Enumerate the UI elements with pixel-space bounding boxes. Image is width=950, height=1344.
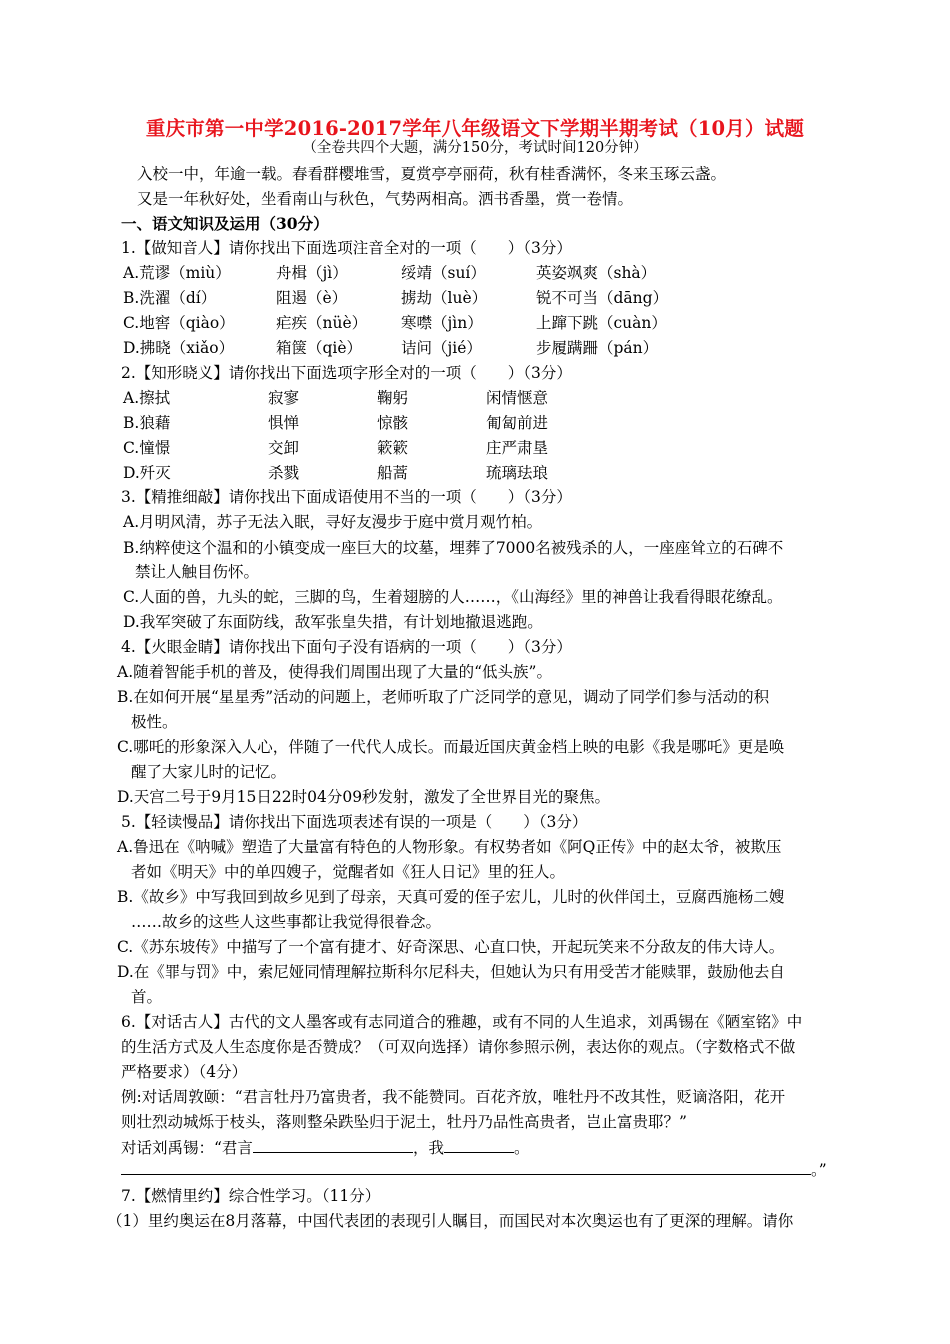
- q2-option-a-2: 寂寥: [268, 389, 300, 407]
- q2-option-d-4: 琉璃珐琅: [486, 464, 549, 482]
- q3-option-a: A.月明风清，苏子无法入眠，寻好友漫步于庭中赏月观竹柏。: [123, 513, 543, 531]
- q2-option-b-4: 匍匐前进: [486, 414, 549, 432]
- q2-option-c-1: C.憧憬: [123, 439, 171, 457]
- q6-answer-line-2: [121, 1158, 827, 1181]
- q5-option-a: A.鲁迅在《呐喊》塑造了大量富有特色的人物形象。有权势者如《阿Q正传》中的赵太爷，被欺压: [117, 838, 782, 856]
- q6-answer-blank-3[interactable]: [121, 1158, 811, 1175]
- q1-option-b-1: B.洗濯（dí）: [123, 289, 217, 307]
- q4-option-c: C.哪吒的形象深入人心，伴随了一代代人成长。而最近国庆黄金档上映的电影《我是哪吒》更是唤: [117, 738, 785, 756]
- q1-option-d-2: 箱箧（qiè）: [276, 339, 363, 357]
- question-5-stem: 5.【轻读慢品】请你找出下面选项表述有误的一项是（ ）（3分）: [121, 813, 588, 831]
- q1-option-b-3: 掳劫（luè）: [401, 289, 488, 307]
- q3-option-b: B.纳粹使这个温和的小镇变成一座巨大的坟墓，埋葬了7000名被残杀的人，一座座耸立的石碑不: [123, 539, 784, 557]
- q1-option-c-1: C.地窖（qiào）: [123, 314, 235, 332]
- page-title: 重庆市第一中学2016-2017学年八年级语文下学期半期考试（10月）试题: [145, 117, 805, 140]
- q6-answer-line: [121, 1136, 529, 1159]
- q6-answer-end-2: 。”: [811, 1161, 827, 1179]
- question-1-stem: 1.【做知音人】请你找出下面选项注音全对的一项（ ）（3分）: [121, 239, 572, 257]
- q4-option-d: D.天宫二号于9月15日22时04分09秒发射，激发了全世界目光的聚焦。: [117, 788, 611, 806]
- q2-option-a-4: 闲情惬意: [486, 389, 549, 407]
- q1-option-a-4: 英姿飒爽（shà）: [536, 264, 657, 282]
- intro-line-1: 入校一中，年逾一载。春看群樱堆雪，夏赏亭亭丽荷，秋有桂香满怀，冬来玉琢云盏。: [137, 165, 727, 183]
- q6-answer-end-1: 。: [513, 1139, 530, 1157]
- q6-example-1: 例:对话周敦颐：“君言牡丹乃富贵者，我不能赞同。百花齐放，唯牡丹不改其性，贬谪洛阳，花开: [121, 1088, 786, 1106]
- q1-option-d-3: 诘问（jié）: [401, 339, 482, 357]
- q1-option-a-1: A.荒谬（miù）: [123, 264, 231, 282]
- q6-example-2: 则壮烈动城烁于枝头，落则整朵跌坠归于泥土，牡丹乃品性高贵者，岂止富贵耶？”: [121, 1113, 687, 1131]
- exam-subtitle: （全卷共四个大题，满分150分，考试时间120分钟）: [302, 140, 648, 156]
- question-6-stem-2: 的生活方式及人生态度你是否赞成？（可双向选择）请你参照示例，表达你的观点。（字数格式不做: [121, 1038, 796, 1056]
- q2-option-d-1: D.歼灭: [123, 464, 171, 482]
- q4-option-b: B.在如何开展“星星秀”活动的问题上，老师听取了广泛同学的意见，调动了同学们参与活动的积: [117, 688, 770, 706]
- q6-answer-blank-1[interactable]: [253, 1136, 413, 1153]
- q2-option-c-3: 簌簌: [377, 439, 409, 457]
- q6-answer-prefix: 对话刘禹锡：“君言: [121, 1139, 253, 1157]
- question-4-stem: 4.【火眼金睛】请你找出下面句子没有语病的一项（ ）（3分）: [121, 638, 572, 656]
- q1-option-a-2: 舟楫（jì）: [276, 264, 348, 282]
- q4-option-b-cont: 极性。: [131, 713, 178, 731]
- q2-option-a-1: A.擦拭: [123, 389, 171, 407]
- q5-option-d-cont: 首。: [131, 988, 163, 1006]
- q1-option-c-2: 疟疾（nüè）: [276, 314, 368, 332]
- q4-option-a: A.随着智能手机的普及，使得我们周围出现了大量的“低头族”。: [117, 663, 552, 681]
- q5-option-b-cont: ……故乡的这些人这些事都让我觉得很眷念。: [131, 913, 442, 931]
- q2-option-c-4: 庄严肃垦: [486, 439, 549, 457]
- q6-answer-mid: ，我: [412, 1139, 444, 1157]
- question-3-stem: 3.【精推细敲】请你找出下面成语使用不当的一项（ ）（3分）: [121, 488, 572, 506]
- question-7-stem: 7.【燃情里约】综合性学习。（11分）: [121, 1187, 381, 1205]
- section-heading-1: 一、语文知识及运用（30分）: [121, 214, 329, 233]
- q3-option-d: D.我军突破了东面防线，敌军张皇失措，有计划地撤退逃跑。: [123, 613, 543, 631]
- q6-answer-blank-2[interactable]: [444, 1136, 514, 1153]
- q1-option-c-4: 上蹿下跳（cuàn）: [536, 314, 667, 332]
- q2-option-b-1: B.狼藉: [123, 414, 171, 432]
- q1-option-b-2: 阻遏（è）: [276, 289, 348, 307]
- q1-option-c-3: 寒噤（jìn）: [401, 314, 483, 332]
- q1-option-a-3: 绥靖（suí）: [401, 264, 486, 282]
- question-2-stem: 2.【知形晓义】请你找出下面选项字形全对的一项（ ）（3分）: [121, 364, 572, 382]
- q5-option-a-cont: 者如《明天》中的单四嫂子，觉醒者如《狂人日记》里的狂人。: [131, 863, 566, 881]
- q4-option-c-cont: 醒了大家儿时的记忆。: [131, 763, 287, 781]
- q3-option-c: C.人面的兽，九头的蛇，三脚的鸟，生着翅膀的人……，《山海经》里的神兽让我看得眼花缭乱。: [123, 588, 783, 606]
- q2-option-c-2: 交卸: [268, 439, 300, 457]
- q2-option-d-3: 船蒿: [377, 464, 409, 482]
- q1-option-b-4: 锐不可当（dāng）: [536, 289, 669, 307]
- q2-option-b-2: 惧惮: [268, 414, 300, 432]
- q1-option-d-4: 步履蹒跚（pán）: [536, 339, 659, 357]
- q2-option-a-3: 鞠躬: [377, 389, 409, 407]
- intro-line-2: 又是一年秋好处，坐看南山与秋色，气势两相高。洒书香墨，赏一卷情。: [137, 190, 634, 208]
- q5-option-d: D.在《罪与罚》中，索尼娅同情理解拉斯科尔尼科夫，但她认为只有用受苦才能赎罪，鼓励他去自: [117, 963, 785, 981]
- q5-option-b: B.《故乡》中写我回到故乡见到了母亲，天真可爱的侄子宏儿，儿时的伙伴闰土，豆腐西施杨二嫂: [117, 888, 785, 906]
- q2-option-d-2: 杀戮: [268, 464, 300, 482]
- question-6-stem-3: 严格要求）（4分）: [121, 1063, 248, 1081]
- q5-option-c: C.《苏东坡传》中描写了一个富有捷才、好奇深思、心直口快，开起玩笑来不分敌友的伟大诗人。: [117, 938, 785, 956]
- q1-option-d-1: D.拂晓（xiǎo）: [123, 339, 235, 357]
- q7-subquestion-1: （1）里约奥运在8月落幕，中国代表团的表现引人瞩目，而国民对本次奥运也有了更深的理解。请你: [107, 1212, 794, 1230]
- question-6-stem-1: 6.【对话古人】古代的文人墨客或有志同道合的雅趣，或有不同的人生追求，刘禹锡在《陋室铭》中: [121, 1013, 803, 1031]
- q3-option-b-cont: 禁让人触目伤怀。: [135, 563, 260, 581]
- q2-option-b-3: 惊骸: [377, 414, 409, 432]
